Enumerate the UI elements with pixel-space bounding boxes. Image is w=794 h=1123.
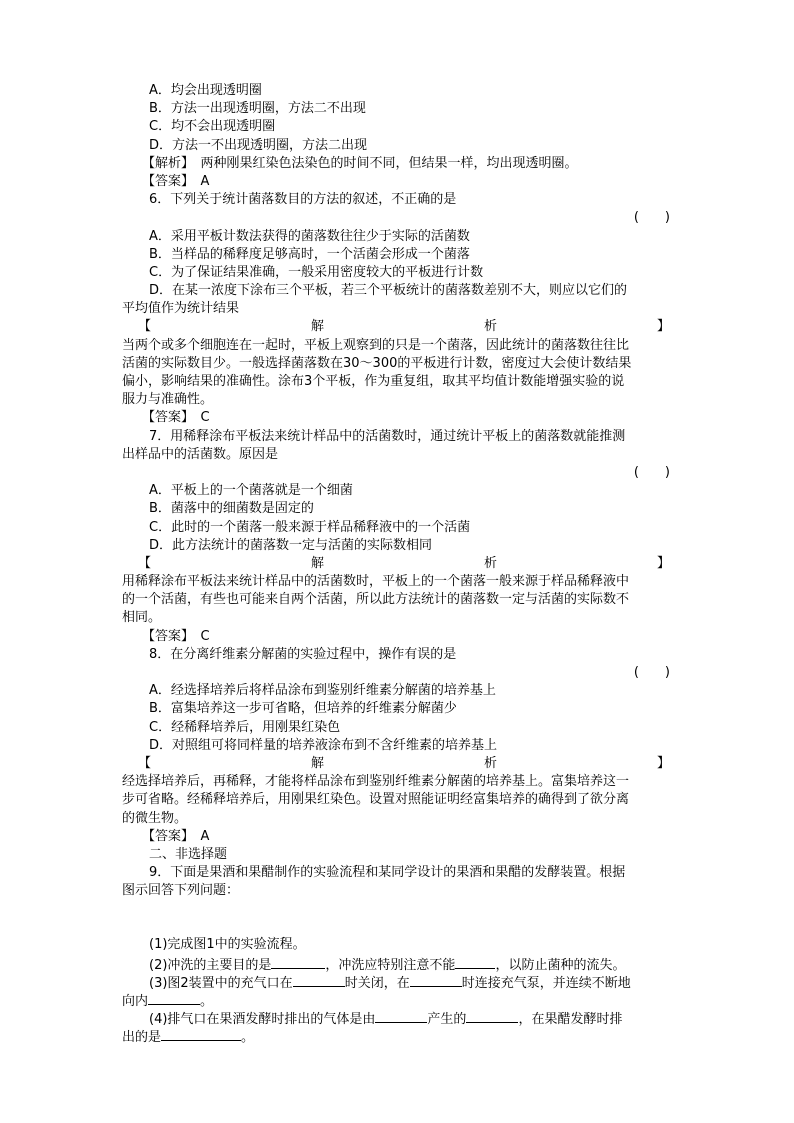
q6-analysis-line: 服力与准确性。 <box>122 392 214 408</box>
q5-answer: 【答案】 A <box>142 173 210 189</box>
q6-option-c: C．为了保证结果准确，一般采用密度较大的平板进行计数 <box>149 264 484 280</box>
q7-option-d: D．此方法统计的菌落数一定与活菌的实际数相同 <box>149 537 433 553</box>
q6-analysis-line: 当两个或多个细胞连在一起时，平板上观察到的只是一个菌落，因此统计的菌落数往往比 <box>122 337 630 353</box>
q9-sub3-text: (3)图2装置中的充气口在 <box>149 975 293 991</box>
analysis-char-1: 解 <box>310 755 324 771</box>
bracket-close: 】 <box>656 319 670 335</box>
q7-analysis-line: 的一个活菌，有些也可能来自两个活菌，所以此方法统计的菌落数一定与活菌的实际数不 <box>122 592 630 608</box>
q6-option-d: D．在某一浓度下涂布三个平板，若三个平板统计的菌落数差别不大，则应以它们的 <box>149 283 628 299</box>
bracket-close: 】 <box>656 555 670 571</box>
answer-blank[interactable] <box>455 955 495 969</box>
analysis-char-1: 解 <box>310 555 324 571</box>
answer-blank[interactable] <box>466 1009 518 1023</box>
q5-option-d: D．方法一不出现透明圈，方法二出现 <box>149 137 368 153</box>
q7-option-b: B．菌落中的细菌数是固定的 <box>149 501 314 517</box>
q8-stem: 8．在分离纤维素分解菌的实验过程中，操作有误的是 <box>149 646 457 662</box>
q7-analysis-line: 用稀释涂布平板法来统计样品中的活菌数时，平板上的一个菌落一般来源于样品稀释液中 <box>122 574 630 590</box>
q6-analysis-line: 活菌的实际数目少。一般选择菌落数在30～300的平板进行计数，密度过大会使计数结果 <box>122 355 632 371</box>
q8-option-a: A．经选择培养后将样品涂布到鉴别纤维素分解菌的培养基上 <box>149 683 496 699</box>
q9-sub2-text: ，冲洗应特别注意不能 <box>325 957 456 973</box>
q9-sub2-text: (2)冲洗的主要目的是 <box>149 957 272 973</box>
bracket-open: 【 <box>138 755 152 771</box>
analysis-char-2: 析 <box>483 319 497 335</box>
q8-option-b: B．富集培养这一步可省略，但培养的纤维素分解菌少 <box>149 701 457 717</box>
document-page <box>122 82 670 1046</box>
q7-option-a: A．平板上的一个菌落就是一个细菌 <box>149 483 353 499</box>
q7-stem-continued: 出样品中的活菌数。原因是 <box>122 446 279 462</box>
q9-sub3-text: 。 <box>200 994 214 1009</box>
q7-option-c: C．此时的一个菌落一般来源于样品稀释液中的一个活菌 <box>149 519 471 535</box>
section-heading: 二、非选择题 <box>149 846 228 862</box>
q8-analysis-heading <box>122 755 670 773</box>
q9-sub4-text: 。 <box>241 1030 255 1046</box>
q6-stem: 6．下列关于统计菌落数目的方法的叙述，不正确的是 <box>149 192 457 208</box>
q9-sub3-text: 向内 <box>122 994 149 1009</box>
q8-analysis-line: 步可省略。经稀释培养后，用刚果红染色。设置对照能证明经富集培养的确得到了欲分离 <box>122 792 630 808</box>
q9-sub4-continued <box>122 1027 670 1045</box>
analysis-char-1: 解 <box>310 319 324 335</box>
q9-sub2 <box>122 955 670 973</box>
q9-sub4-text: 出的是 <box>122 1030 162 1046</box>
q8-option-c: C．经稀释培养后，用刚果红染色 <box>149 719 341 735</box>
q8-answer-paren: ( ) <box>633 665 670 680</box>
bracket-open: 【 <box>138 319 152 335</box>
q5-option-a: A．均会出现透明圈 <box>149 83 262 98</box>
q5-option-b: B．方法一出现透明圈，方法二不出现 <box>149 101 366 117</box>
q6-option-d-continued: 平均值作为统计结果 <box>122 301 240 317</box>
q7-answer: 【答案】 C <box>142 628 210 644</box>
q9-sub4-text: 产生的 <box>427 1012 467 1028</box>
q9-sub4-text: ，在果醋发酵时排 <box>518 1012 623 1028</box>
q8-option-d: D．对照组可将同样量的培养液涂布到不含纤维素的培养基上 <box>149 737 498 753</box>
q8-analysis-line: 经选择培养后，再稀释，才能将样品涂布到鉴别纤维素分解菌的培养基上。富集培养这一 <box>122 774 630 790</box>
q5-analysis: 【解析】 两种刚果红染色法染色的时间不同，但结果一样，均出现透明圈。 <box>142 155 578 171</box>
answer-blank[interactable] <box>161 1027 241 1041</box>
figure-placeholder <box>122 900 670 936</box>
q6-analysis-line: 偏小，影响结果的准确性。涂布3个平板，作为重复组，取其平均值计数能增强实验的说 <box>122 374 625 389</box>
q9-sub4 <box>122 1009 670 1027</box>
answer-blank[interactable] <box>271 955 325 969</box>
q9-sub1: (1)完成图1中的实验流程。 <box>149 937 306 953</box>
q6-answer-paren: ( ) <box>633 210 670 226</box>
answer-blank[interactable] <box>148 991 200 1005</box>
q9-sub4-text: (4)排气口在果酒发酵时排出的气体是由 <box>149 1012 376 1028</box>
answer-blank[interactable] <box>293 973 345 987</box>
bracket-close: 】 <box>656 755 670 771</box>
q9-sub3 <box>122 973 670 991</box>
analysis-char-2: 析 <box>483 555 497 571</box>
answer-blank[interactable] <box>410 973 462 987</box>
q7-stem: 7．用稀释涂布平板法来统计样品中的活菌数时，通过统计平板上的菌落数就能推测 <box>149 428 626 444</box>
q6-answer: 【答案】 C <box>142 410 210 426</box>
q9-stem: 9．下面是果酒和果醋制作的实验流程和某同学设计的果酒和果醋的发酵装置。根据 <box>149 865 626 881</box>
q6-option-a: A．采用平板计数法获得的菌落数往往少于实际的活菌数 <box>149 228 470 244</box>
q7-answer-paren: ( ) <box>633 464 670 480</box>
q7-analysis-line: 相同。 <box>122 610 162 626</box>
q9-sub3-text: 时连接充气泵，并连续不断地 <box>461 975 631 991</box>
q5-option-c: C．均不会出现透明圈 <box>149 119 276 135</box>
q6-option-b: B．当样品的稀释度足够高时，一个活菌会形成一个菌落 <box>149 246 470 262</box>
q6-analysis-heading <box>122 318 670 336</box>
q7-analysis-heading <box>122 555 670 573</box>
q9-stem-continued: 图示回答下列问题： <box>122 883 240 899</box>
q9-sub3-text: 时关闭，在 <box>344 975 410 991</box>
q8-analysis-line: 的微生物。 <box>122 810 188 826</box>
analysis-char-2: 析 <box>483 755 497 771</box>
bracket-open: 【 <box>138 555 152 571</box>
q9-sub2-text: ，以防止菌种的流失。 <box>495 957 626 973</box>
q9-sub3-continued <box>122 991 670 1009</box>
q8-answer: 【答案】 A <box>142 828 210 844</box>
answer-blank[interactable] <box>375 1009 427 1023</box>
